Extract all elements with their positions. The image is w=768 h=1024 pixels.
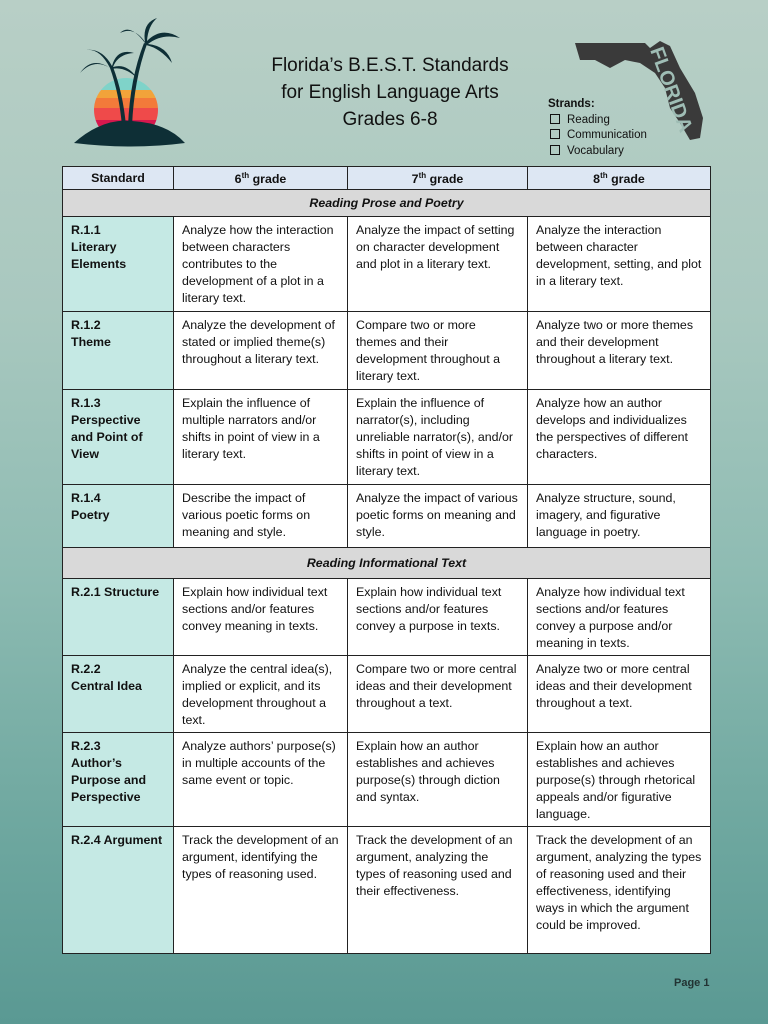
section-title: Reading Prose and Poetry — [63, 190, 711, 217]
grade-8-cell: Analyze the interaction between character development, setting, and plot in a literary text. — [528, 217, 711, 312]
grade-7-cell: Track the development of an argument, analyzing the types of reasoning used and their effectiveness. — [348, 827, 528, 954]
grade-7-cell: Compare two or more central ideas and their development throughout a text. — [348, 656, 528, 733]
table-header-row — [63, 167, 711, 190]
checkbox-icon — [550, 129, 560, 139]
title-line: Grades 6-8 — [342, 109, 438, 130]
standard-cell: R.1.2 Theme — [63, 312, 174, 390]
document-title — [230, 52, 550, 133]
title-line: for English Language Arts — [281, 82, 499, 103]
header-suffix: grade — [249, 172, 287, 187]
grade-7-cell: Analyze the impact of various poetic forms on meaning and style. — [348, 485, 528, 548]
standard-cell: R.2.2 Central Idea — [63, 656, 174, 733]
grade-6-cell: Track the development of an argument, identifying the types of reasoning used. — [174, 827, 348, 954]
grade-8-cell: Analyze two or more themes and their development throughout a literary text. — [528, 312, 711, 390]
section-header-row — [63, 548, 711, 579]
grade-6-cell: Analyze authors’ purpose(s) in multiple accounts of the same event or topic. — [174, 733, 348, 827]
standard-cell: R.1.4 Poetry — [63, 485, 174, 548]
header-sup: th — [600, 171, 608, 181]
grade-8-cell: Analyze how an author develops and individualizes the perspectives of different characters. — [528, 390, 711, 485]
title-line: Florida’s B.E.S.T. Standards — [271, 55, 509, 76]
grade-8-cell: Track the development of an argument, analyzing the types of reasoning used and their effectiveness, identifying ways in which the argument could be improved. — [528, 827, 711, 954]
table-row — [63, 827, 711, 954]
column-header-6th-grade — [174, 167, 348, 190]
table-row — [63, 733, 711, 827]
grade-6-cell: Analyze how the interaction between characters contributes to the development of a plot in a literary text. — [174, 217, 348, 312]
standard-cell: R.2.4 Argument — [63, 827, 174, 954]
column-header-standard — [63, 167, 174, 190]
palm-tree-sunset-logo — [72, 18, 187, 158]
grade-8-cell: Analyze two or more central ideas and their development throughout a text. — [528, 656, 711, 733]
strand-item — [548, 113, 647, 129]
grade-8-cell: Analyze structure, sound, imagery, and figurative language in poetry. — [528, 485, 711, 548]
grade-7-cell: Explain how an author establishes and achieves purpose(s) through diction and syntax. — [348, 733, 528, 827]
grade-6-cell: Explain the influence of multiple narrators and/or shifts in point of view in a literary text. — [174, 390, 348, 485]
grade-7-cell: Explain how individual text sections and/or features convey a purpose in texts. — [348, 579, 528, 656]
header-sup: th — [418, 171, 427, 181]
table-row — [63, 312, 711, 390]
florida-logo-text: FLORIDA — [645, 44, 697, 136]
standards-table — [62, 166, 711, 954]
grade-7-cell: Analyze the impact of setting on character development and plot in a literary text. — [348, 217, 528, 312]
header-label: 6 — [234, 172, 242, 187]
grade-8-cell: Explain how an author establishes and achieves purpose(s) through rhetorical appeals and/or figurative language. — [528, 733, 711, 827]
strand-item — [548, 144, 647, 160]
table-row — [63, 656, 711, 733]
strand-label: Reading — [567, 113, 610, 126]
strands-label: Strands: — [548, 98, 595, 110]
grade-6-cell: Describe the impact of various poetic forms on meaning and style. — [174, 485, 348, 548]
table-row — [63, 217, 711, 312]
header-label: 7 — [411, 172, 419, 187]
header-label: Standard — [91, 170, 145, 185]
standard-cell: R.1.1 Literary Elements — [63, 217, 174, 312]
grade-6-cell: Analyze the central idea(s), implied or explicit, and its development throughout a text. — [174, 656, 348, 733]
standard-cell: R.2.1 Structure — [63, 579, 174, 656]
checkbox-icon — [550, 145, 560, 155]
strands-list — [548, 97, 647, 159]
strand-label: Communication — [567, 129, 647, 141]
header-suffix: grade — [607, 172, 645, 187]
strand-label: Vocabulary — [567, 144, 624, 157]
column-header-8th-grade — [528, 167, 711, 190]
table-row — [63, 579, 711, 656]
checkbox-icon — [550, 114, 560, 124]
page-number: Page 1 — [674, 977, 710, 989]
grade-6-cell: Analyze the development of stated or implied theme(s) throughout a literary text. — [174, 312, 348, 390]
standard-cell: R.2.3 Author’s Purpose and Perspective — [63, 733, 174, 827]
table-row — [63, 485, 711, 548]
standard-cell: R.1.3 Perspective and Point of View — [63, 390, 174, 485]
header-sup: th — [241, 171, 250, 181]
header-suffix: grade — [426, 172, 464, 187]
table-row — [63, 390, 711, 485]
grade-6-cell: Explain how individual text sections and/or features convey meaning in texts. — [174, 579, 348, 656]
grade-7-cell: Compare two or more themes and their development throughout a literary text. — [348, 312, 528, 390]
column-header-7th-grade — [348, 167, 528, 190]
grade-8-cell: Analyze how individual text sections and/or features convey a purpose and/or meaning in texts. — [528, 579, 711, 656]
section-header-row — [63, 190, 711, 217]
grade-7-cell: Explain the influence of narrator(s), including unreliable narrator(s), and/or shifts in point of view in a literary text. — [348, 390, 528, 485]
section-title: Reading Informational Text — [63, 548, 711, 579]
header-label: 8 — [593, 172, 601, 187]
strand-item — [548, 128, 647, 144]
